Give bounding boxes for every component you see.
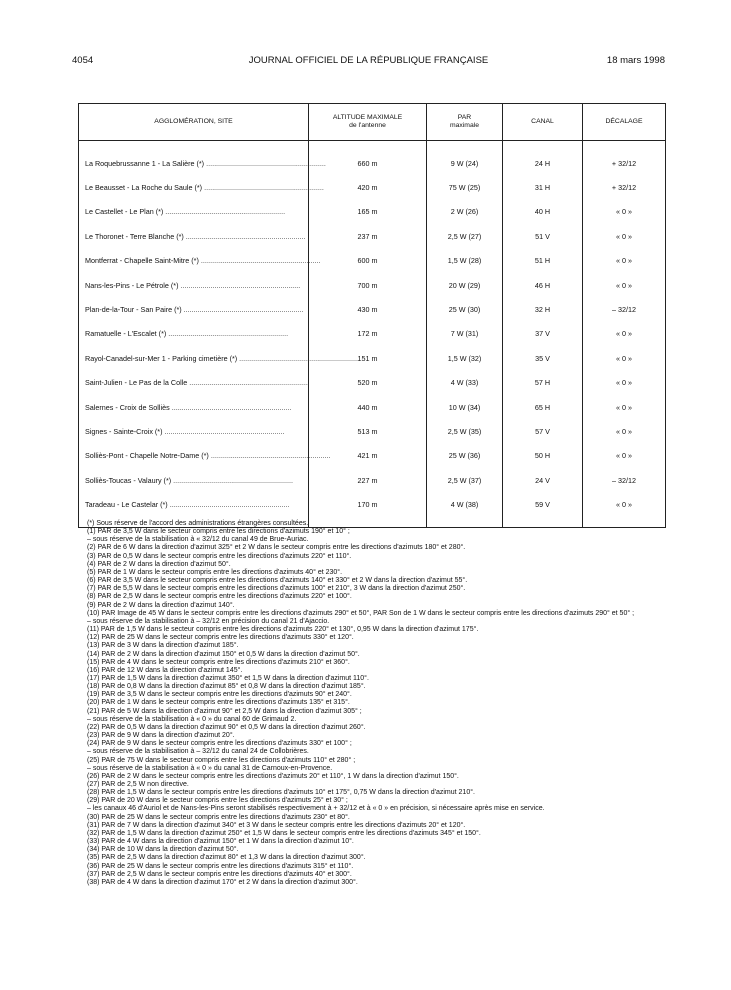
altitude-cell: 430 m [309,297,427,321]
footnote-line: (8) PAR de 2,5 W dans le secteur compris entre les directions d'azimuts 220° et 100°. [87,593,352,601]
altitude-cell: 440 m [309,395,427,419]
footnote-line: (19) PAR de 3,5 W dans le secteur compris entre les directions d'azimuts 90° et 240°. [87,691,352,699]
dot-leader: ............................................................ [198,256,321,266]
page-header [72,55,665,69]
footnote-line: (36) PAR de 25 W dans le secteur compris entre les directions d'azimuts 315° et 110°. [87,862,354,870]
par-cell: 4 W (33) [427,371,503,395]
table-row [79,273,666,297]
decalage-cell: « 0 » [583,249,666,273]
footnote-line: (23) PAR de 9 W dans la direction d'azimut 20°. [87,732,235,740]
table-row [79,249,666,273]
page-number: 4054 [72,55,94,66]
decalage-cell: « 0 » [583,371,666,395]
canal-cell: 32 H [503,297,583,321]
decalage-cell: + 32/12 [583,175,666,199]
footnote-line: – sous réserve de la stabilisation à – 32/12 du canal 24 de Collobrières. [87,748,309,756]
dot-leader: ............................................................ [208,451,331,461]
par-cell: 75 W (25) [427,175,503,199]
footnotes [87,520,667,887]
site-cell: Le Thoronet - Terre Blanche (*) ............................................................ [79,224,309,248]
footnote-line: (38) PAR de 4 W dans la direction d'azimut 170° et 2 W dans la direction d'azimut 300°. [87,878,358,886]
canal-cell: 50 H [503,444,583,468]
decalage-cell: « 0 » [583,224,666,248]
footnote-line: (6) PAR de 3,5 W dans le secteur compris entre les directions d'azimuts 140° et 330° et 2 W dans la direction d'azimut 55°. [87,577,468,585]
footnote-line: (12) PAR de 25 W dans le secteur compris entre les directions d'azimuts 330° et 120°. [87,634,354,642]
altitude-cell: 237 m [309,224,427,248]
site-cell: Solliès-Toucas - Valaury (*) ............................................................ [79,468,309,492]
footnote-line: (32) PAR de 1,5 W dans la direction d'azimut 250° et 1,5 W dans le secteur compris entre les directions d'azimuts 345° et 150°. [87,829,481,837]
footnote-line: (16) PAR de 12 W dans la direction d'azimut 145°. [87,666,243,674]
footnote-line: – sous réserve de la stabilisation à « 0 » du canal 31 de Carnoux-en-Provence. [87,764,333,772]
decalage-cell: « 0 » [583,395,666,419]
table-row [79,322,666,346]
altitude-cell: 600 m [309,249,427,273]
footnote-line: – sous réserve de la stabilisation à « 0 » du canal 60 de Grimaud 2. [87,715,297,723]
decalage-cell: « 0 » [583,346,666,370]
footnote-line: – les canaux 46 d'Auriol et de Nans-les-Pins seront stabilisés respectivement à + 32/12 et à « 0 » en précision, si nécessaire après mise en service. [87,805,545,813]
footnote-line: (2) PAR de 6 W dans la direction d'azimut 325° et 2 W dans le secteur compris entre les directions d'azimuts 180° et 280°. [87,544,466,552]
table-row [79,346,666,370]
footnote-line: (26) PAR de 2 W dans le secteur compris entre les directions d'azimuts 20° et 110°, 1 W dans la direction d'azimut 150°. [87,772,459,780]
canal-cell: 37 V [503,322,583,346]
site-cell: Le Beausset - La Roche du Saule (*) ............................................................ [79,175,309,199]
table-row [79,395,666,419]
footnote-line: (10) PAR Image de 45 W dans le secteur compris entre les directions d'azimuts 290° et 50°, PAR Son de 1 W dans le secteur compris entre les directions d'azimuts 290° et 50° ; [87,609,635,617]
table-row [79,468,666,492]
footnote-line: (18) PAR de 0,8 W dans la direction d'azimut 85° et 0,8 W dans la direction d'azimut 185°. [87,683,366,691]
canal-cell: 24 V [503,468,583,492]
decalage-cell: « 0 » [583,322,666,346]
canal-cell: 24 H [503,151,583,175]
canal-cell: 51 H [503,249,583,273]
site-cell: Solliès-Pont - Chapelle Notre-Dame (*) ............................................................ [79,444,309,468]
dot-leader: ............................................................ [169,402,292,412]
par-cell: 4 W (38) [427,492,503,516]
footnote-line: (20) PAR de 1 W dans le secteur compris entre les directions d'azimuts 135° et 315°. [87,699,350,707]
footnote-line: (17) PAR de 1,5 W dans la direction d'azimut 350° et 1,5 W dans la direction d'azimut 110°. [87,674,369,682]
footnote-line: (5) PAR de 1 W dans le secteur compris entre les directions d'azimuts 40° et 230°. [87,568,343,576]
par-cell: 1,5 W (28) [427,249,503,273]
footnote-line: (35) PAR de 2,5 W dans la direction d'azimut 80° et 1,3 W dans la direction d'azimut 300°. [87,854,366,862]
decalage-cell: « 0 » [583,492,666,516]
footnote-line: (*) Sous réserve de l'accord des administrations étrangères consultées. [87,520,309,527]
par-cell: 1,5 W (32) [427,346,503,370]
canal-cell: 51 V [503,224,583,248]
decalage-cell: « 0 » [583,200,666,224]
canal-cell: 65 H [503,395,583,419]
altitude-cell: 660 m [309,151,427,175]
footnote-line: (4) PAR de 2 W dans la direction d'azimut 50°. [87,560,231,568]
footnote-line: (11) PAR de 1,5 W dans le secteur compris entre les directions d'azimuts 220° et 130°, 0,95 W dans la direction d'azimut 175°. [87,626,479,634]
canal-cell: 40 H [503,200,583,224]
dot-leader: ............................................................ [178,280,301,290]
col-header-decalage: DÉCALAGE [583,104,666,141]
altitude-cell: 151 m [309,346,427,370]
decalage-cell: – 32/12 [583,297,666,321]
altitude-cell: 700 m [309,273,427,297]
table-row [79,419,666,443]
table-row [79,297,666,321]
par-cell: 25 W (36) [427,444,503,468]
footnote-line: (30) PAR de 25 W dans le secteur compris entre les directions d'azimuts 230° et 80°. [87,813,350,821]
dot-leader: ............................................................ [167,500,290,510]
table-row [79,151,666,175]
altitude-cell: 172 m [309,322,427,346]
dot-leader: ............................................................ [171,475,293,485]
decalage-cell: – 32/12 [583,468,666,492]
footnote-line: (29) PAR de 20 W dans le secteur compris entre les directions d'azimuts 25° et 30° ; [87,797,348,805]
canal-cell: 57 V [503,419,583,443]
site-cell: Nans-les-Pins - Le Pétrole (*) ............................................................ [79,273,309,297]
table-row [79,175,666,199]
footnote-line: (33) PAR de 4 W dans la direction d'azimut 150° et 1 W dans la direction d'azimut 10°. [87,838,354,846]
site-cell: Montferrat - Chapelle Saint-Mitre (*) ............................................................ [79,249,309,273]
par-cell: 2,5 W (37) [427,468,503,492]
par-cell: 2,5 W (27) [427,224,503,248]
journal-title: JOURNAL OFFICIEL DE LA RÉPUBLIQUE FRANÇAISE [248,55,489,66]
footnote-line: (3) PAR de 0,5 W dans le secteur compris entre les directions d'azimuts 220° et 110°. [87,552,352,560]
col-header-canal: CANAL [503,104,583,141]
footnote-line: (25) PAR de 75 W dans le secteur compris entre les directions d'azimuts 110° et 280° ; [87,756,356,764]
decalage-cell: + 32/12 [583,151,666,175]
dot-leader: ............................................................ [204,158,326,168]
table-spacer-row [79,141,666,152]
footnote-line: (28) PAR de 1,5 W dans le secteur compris entre les directions d'azimuts 10° et 175°, 0,75 W dans la direction d'azimut 210°. [87,789,475,797]
footnote-line: (21) PAR de 5 W dans la direction d'azimut 90° et 2,5 W dans la direction d'azimut 305° ; [87,707,362,715]
dot-leader: ............................................................ [183,231,306,241]
footnote-line: (7) PAR de 5,5 W dans le secteur compris entre les directions d'azimuts 100° et 210°, 3 W dans la direction d'azimut 250°. [87,585,466,593]
decalage-cell: « 0 » [583,273,666,297]
col-header-site: AGGLOMÉRATION, SITE [79,104,309,141]
decalage-cell: « 0 » [583,444,666,468]
footnote-line: (14) PAR de 2 W dans la direction d'azimut 150° et 0,5 W dans la direction d'azimut 50°. [87,650,360,658]
site-cell: Saint-Julien - Le Pas de la Colle ............................................................ [79,371,309,395]
footnote-line: (13) PAR de 3 W dans la direction d'azimut 185°. [87,642,239,650]
altitude-cell: 421 m [309,444,427,468]
table-row [79,200,666,224]
dot-leader: ............................................................ [202,183,324,193]
footnote-line: (22) PAR de 0,5 W dans la direction d'azimut 90° et 0,5 W dans la direction d'azimut 260°. [87,723,366,731]
site-cell: Le Castellet - Le Plan (*) ............................................................ [79,200,309,224]
dot-leader: ............................................................ [166,329,289,339]
footnote-line: (1) PAR de 3,5 W dans le secteur compris entre les directions d'azimuts 190° et 10° ; [87,528,350,536]
altitude-cell: 513 m [309,419,427,443]
footnote-line: (31) PAR de 7 W dans la direction d'azimut 340° et 3 W dans le secteur compris entre les directions d'azimuts 20° et 120°. [87,821,466,829]
site-cell: Rayol-Canadel-sur-Mer 1 - Parking cimetière (*) ............................................................ [79,346,309,370]
allocation-table [78,103,666,528]
dot-leader: ............................................................ [237,353,359,363]
site-cell: La Roquebrussanne 1 - La Salière (*) ............................................................ [79,151,309,175]
site-cell: Salernes - Croix de Solliès ............................................................ [79,395,309,419]
table-row [79,492,666,516]
altitude-cell: 227 m [309,468,427,492]
canal-cell: 57 H [503,371,583,395]
footnote-line: (37) PAR de 2,5 W dans le secteur compris entre les directions d'azimuts 40° et 300°. [87,870,352,878]
altitude-cell: 520 m [309,371,427,395]
altitude-cell: 165 m [309,200,427,224]
altitude-cell: 170 m [309,492,427,516]
footnote-line: (27) PAR de 2,5 W non directive. [87,781,189,788]
footnote-line: (9) PAR de 2 W dans la direction d'azimut 140°. [87,601,235,609]
par-cell: 25 W (30) [427,297,503,321]
footnote-line: (34) PAR de 10 W dans la direction d'azimut 50°. [87,846,239,854]
dot-leader: ............................................................ [163,207,286,217]
footnote-line: – sous réserve de la stabilisation à – 32/12 en précision du canal 21 d'Ajaccio. [87,617,330,625]
par-cell: 10 W (34) [427,395,503,419]
altitude-cell: 420 m [309,175,427,199]
canal-cell: 46 H [503,273,583,297]
par-cell: 2,5 W (35) [427,419,503,443]
site-cell: Signes - Sainte-Croix (*) ............................................................ [79,419,309,443]
footnote-line: (24) PAR de 9 W dans le secteur compris entre les directions d'azimuts 330° et 100° ; [87,740,352,748]
dot-leader: ............................................................ [181,305,304,315]
site-cell: Ramatuelle - L'Escalet (*) ............................................................ [79,322,309,346]
table-row [79,371,666,395]
canal-cell: 31 H [503,175,583,199]
table-row [79,224,666,248]
dot-leader: ............................................................ [187,378,310,388]
canal-cell: 59 V [503,492,583,516]
footnote-line: – sous réserve de la stabilisation à « 32/12 du canal 49 de Brue-Auriac. [87,536,309,544]
footnote-line: (15) PAR de 4 W dans le secteur compris entre les directions d'azimuts 210° et 360°. [87,658,350,666]
canal-cell: 35 V [503,346,583,370]
site-cell: Plan-de-la-Tour - San Paire (*) ............................................................ [79,297,309,321]
col-header-altitude: ALTITUDE MAXIMALE de l'antenne [309,104,427,141]
table-header-row [79,104,666,141]
site-cell: Taradeau - Le Castelar (*) ............................................................ [79,492,309,516]
decalage-cell: « 0 » [583,419,666,443]
col-header-par: PAR maximale [427,104,503,141]
par-cell: 20 W (29) [427,273,503,297]
table-row [79,444,666,468]
par-cell: 9 W (24) [427,151,503,175]
dot-leader: ............................................................ [162,426,285,436]
par-cell: 7 W (31) [427,322,503,346]
issue-date: 18 mars 1998 [606,55,665,66]
par-cell: 2 W (26) [427,200,503,224]
